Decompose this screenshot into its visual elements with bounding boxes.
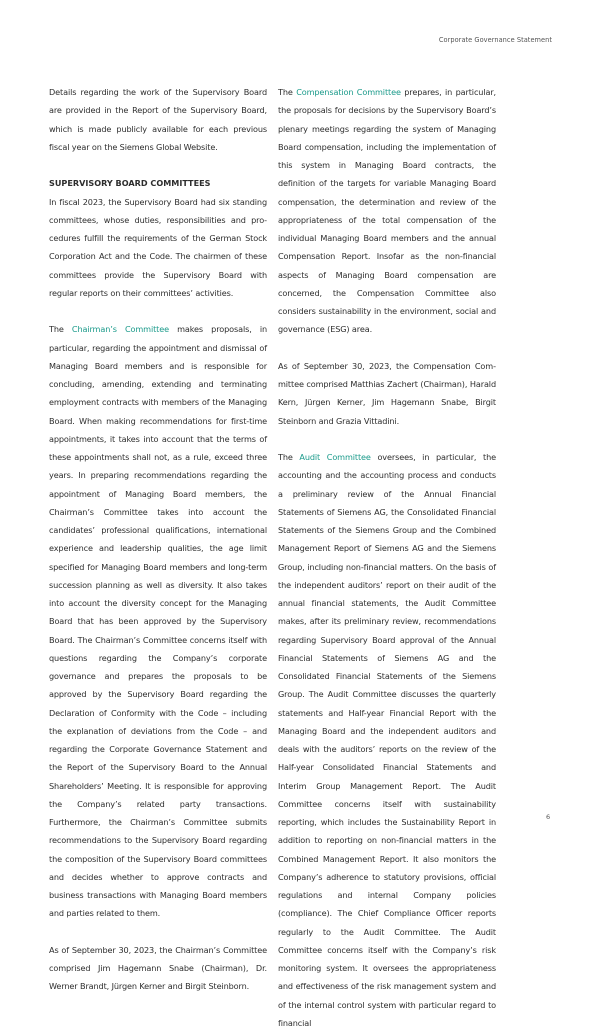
page-number: 6 xyxy=(546,813,551,821)
body-text: prepares, in particular, the proposals for decisions by the Supervisory Board’s plenary meetings regarding the system of Managing Board compensation, including the implementation of this system in Managing Board contracts, the definition of the targets for variable Managing Board compensation, the determination and review of the appropriateness of the total compensation of the individual Managing Board members and the annual Compensation Report. Insofar as the non-financial aspects of Managing Board compensation are concerned, the Compensation Committee also considers sustainability in the environment, social and governance (ESG) area. xyxy=(278,87,497,335)
compensation-committee-paragraph xyxy=(278,83,496,339)
compensation-committee-link[interactable]: Compensation Committee xyxy=(296,87,401,97)
body-text: oversees, in particular, the accounting and the accounting process and conducts a preliminary review of the Annual Financial Statements of Siemens AG, the Consolidated Financial Statements of the Siemens Group and the Combined Management Report of Siemens AG and the Siemens Group, including non-financial matters. On the basis of the independent auditors’ report on their audit of the annual financial statements, the Audit Committee makes, after its preliminary review, recommendations regarding Supervisory Board approval of the Annual Financial Statements of Siemens AG and the Consolidated Financial Statements of the Siemens Group. The Audit Committee discusses the quarterly statements and Half-year Financial Report with the Managing Board and the independent auditors and deals with the auditors’ reports on the review of the Half-year Consolidated Financial Statements and Interim Group Management Report. The Audit Committee concerns itself with sustainability reporting, which includes the Sustainability Report in addition to reporting on non-financial matters in the Combined Management Report. It also monitors the Company’s adherence to statutory provisions, official regulations and internal Company policies (compliance). The Chief Compliance Officer reports regularly to the Audit Committee. The Audit Committee concerns itself with the Company’s risk monitoring system. It oversees the appropriateness and effectiveness of the risk management system and of the internal control system with particular regard to financial xyxy=(278,452,496,1028)
running-header: Corporate Governance Statement xyxy=(438,36,552,44)
lead-text: The xyxy=(49,324,72,335)
audit-committee-link[interactable]: Audit Committee xyxy=(299,452,371,462)
chairmans-members-paragraph: As of September 30, 2023, the Chairman’s Committee comprised Jim Hagemann Snabe (Chairman), Dr. Werner Brandt, Jürgen Kerner and Birgit Steinborn. xyxy=(49,944,267,992)
section-heading: SUPERVISORY BOARD COMMITTEES xyxy=(49,178,211,189)
chairmans-committee-link[interactable]: Chairman’s Committee xyxy=(71,324,169,335)
committees-paragraph: In fiscal 2023, the Supervisory Board had six standing committees, whose duties, responsibilities and procedures fulfill the requirements of the German Stock Corporation Act and the Code. The chairmen of these committees provide the Supervisory Board with regular reports on their committees’ activities. xyxy=(49,196,267,298)
left-column xyxy=(49,83,267,996)
compensation-members-paragraph: As of September 30, 2023, the Compensation Committee comprised Matthias Zachert (Chairman), Harald Kern, Jürgen Kerner, Jim Hagemann Snabe, Birgit Steinborn and Grazia Vittadini. xyxy=(278,360,496,426)
chairmans-committee-paragraph xyxy=(49,320,267,922)
lead-text: The xyxy=(278,87,297,97)
audit-committee-paragraph xyxy=(278,448,496,1032)
lead-text: The xyxy=(278,452,300,462)
right-column xyxy=(278,83,496,1032)
body-text: makes proposals, in particular, regarding the appointment and dismissal of Managing Board members and is responsible for concluding, amending, extending and terminating employment contracts with members of the Managing Board. When making recommendations for first-time appointments, it takes into account that the terms of these appointments shall not, as a rule, exceed three years. In preparing recommendations regarding the appointment of Managing Board members, the Chairman’s Committee takes into account the candidates’ professional qualifications, international experience and leadership qualities, the age limit specified for Managing Board members and long-term succession planning as well as diversity. It also takes into account the diversity concept for the Managing Board that has been approved by the Supervisory Board. The Chairman’s Committee concerns itself with questions regarding the Company’s corporate governance and prepares the proposals to be approved by the Supervisory Board regarding the Declaration of Conformity with the Code – including the explanation of deviations from the Code – and regarding the Corporate Governance Statement and the Report of the Supervisory Board to the Annual Shareholders’ Meeting. It is responsible for approving the Company’s related party transactions. Furthermore, the Chairman’s Committee submits recommendations to the Supervisory Board regarding the composition of the Supervisory Board committees and decides whether to approve contracts and business transactions with Managing Board members and parties related to them. xyxy=(49,324,267,919)
intro-paragraph: Details regarding the work of the Supervisory Board are provided in the Report of the Supervisory Board, which is made publicly available for each previous fiscal year on the Siemens Global Website. xyxy=(49,87,267,152)
